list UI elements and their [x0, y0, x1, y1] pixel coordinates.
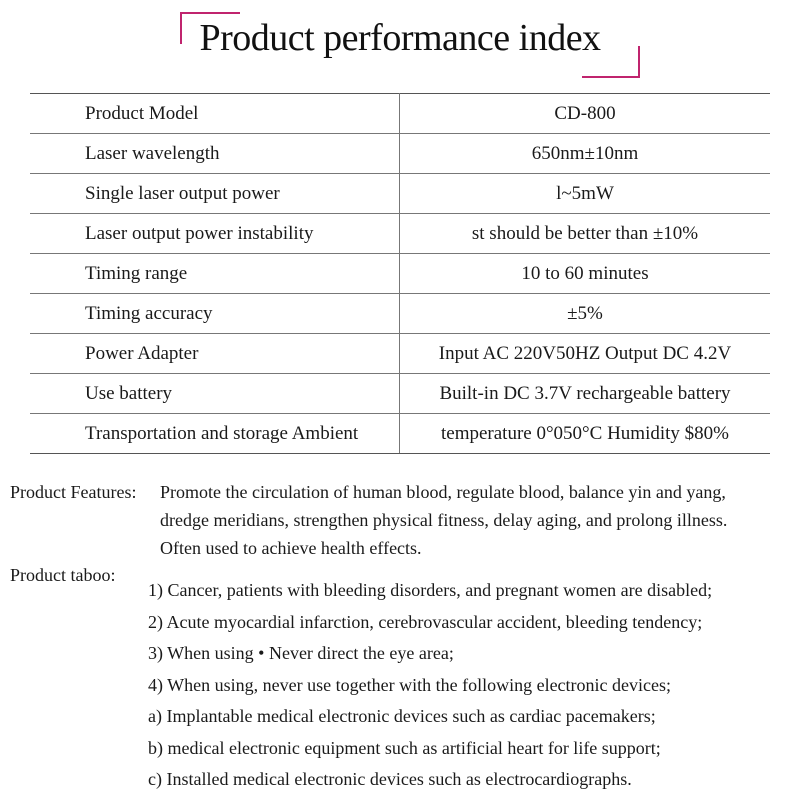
- spec-key: Timing accuracy: [30, 294, 400, 334]
- spec-value: Input AC 220V50HZ Output DC 4.2V: [400, 334, 771, 374]
- features-line: dredge meridians, strengthen physical fitness, delay aging, and prolong illness.: [160, 510, 728, 530]
- spec-key: Power Adapter: [30, 334, 400, 374]
- spec-key: Transportation and storage Ambient: [30, 414, 400, 454]
- spec-value: ±5%: [400, 294, 771, 334]
- table-row: [30, 94, 770, 134]
- table-row: [30, 294, 770, 334]
- list-item: a) Implantable medical electronic devices such as cardiac pacemakers;: [148, 706, 656, 726]
- features-label: Product Features:: [10, 482, 137, 502]
- title-block: [0, 0, 800, 90]
- table-row: [30, 414, 770, 454]
- features-line: Often used to achieve health effects.: [160, 538, 422, 558]
- page-title: Product performance index: [199, 17, 601, 59]
- spec-value: CD-800: [400, 94, 771, 134]
- taboo-list: [148, 575, 712, 796]
- list-item: b) medical electronic equipment such as artificial heart for life support;: [148, 737, 661, 758]
- list-item: 4) When using, never use together with the following electronic devices;: [148, 674, 672, 695]
- spec-key: Product Model: [30, 94, 400, 134]
- list-item: 1) Cancer, patients with bleeding disorders, and pregnant women are disabled;: [148, 580, 713, 600]
- list-item: c) Installed medical electronic devices such as electrocardiographs.: [148, 769, 632, 789]
- taboo-label: Product taboo:: [10, 565, 116, 585]
- spec-value: 10 to 60 minutes: [400, 254, 771, 294]
- table-row: [30, 214, 770, 254]
- table-row: [30, 174, 770, 214]
- spec-table: [30, 93, 770, 454]
- features-line: Promote the circulation of human blood, regulate blood, balance yin and yang,: [160, 482, 726, 502]
- spec-value: Built-in DC 3.7V rechargeable battery: [400, 374, 771, 414]
- list-item: 3) When using • Never direct the eye area;: [148, 643, 454, 663]
- spec-value: 650nm±10nm: [400, 134, 771, 174]
- spec-value: l~5mW: [400, 174, 771, 214]
- spec-key: Use battery: [30, 374, 400, 414]
- list-item: 2) Acute myocardial infarction, cerebrovascular accident, bleeding tendency;: [148, 611, 703, 632]
- spec-key: Laser output power instability: [30, 214, 400, 254]
- spec-key: Laser wavelength: [30, 134, 400, 174]
- table-row: [30, 374, 770, 414]
- table-row: [30, 254, 770, 294]
- features-text: [160, 478, 790, 562]
- table-row: [30, 334, 770, 374]
- spec-key: Single laser output power: [30, 174, 400, 214]
- spec-value: temperature 0°050°C Humidity $80%: [400, 414, 771, 454]
- spec-key: Timing range: [30, 254, 400, 294]
- spec-value: st should be better than ±10%: [400, 214, 771, 254]
- table-row: [30, 134, 770, 174]
